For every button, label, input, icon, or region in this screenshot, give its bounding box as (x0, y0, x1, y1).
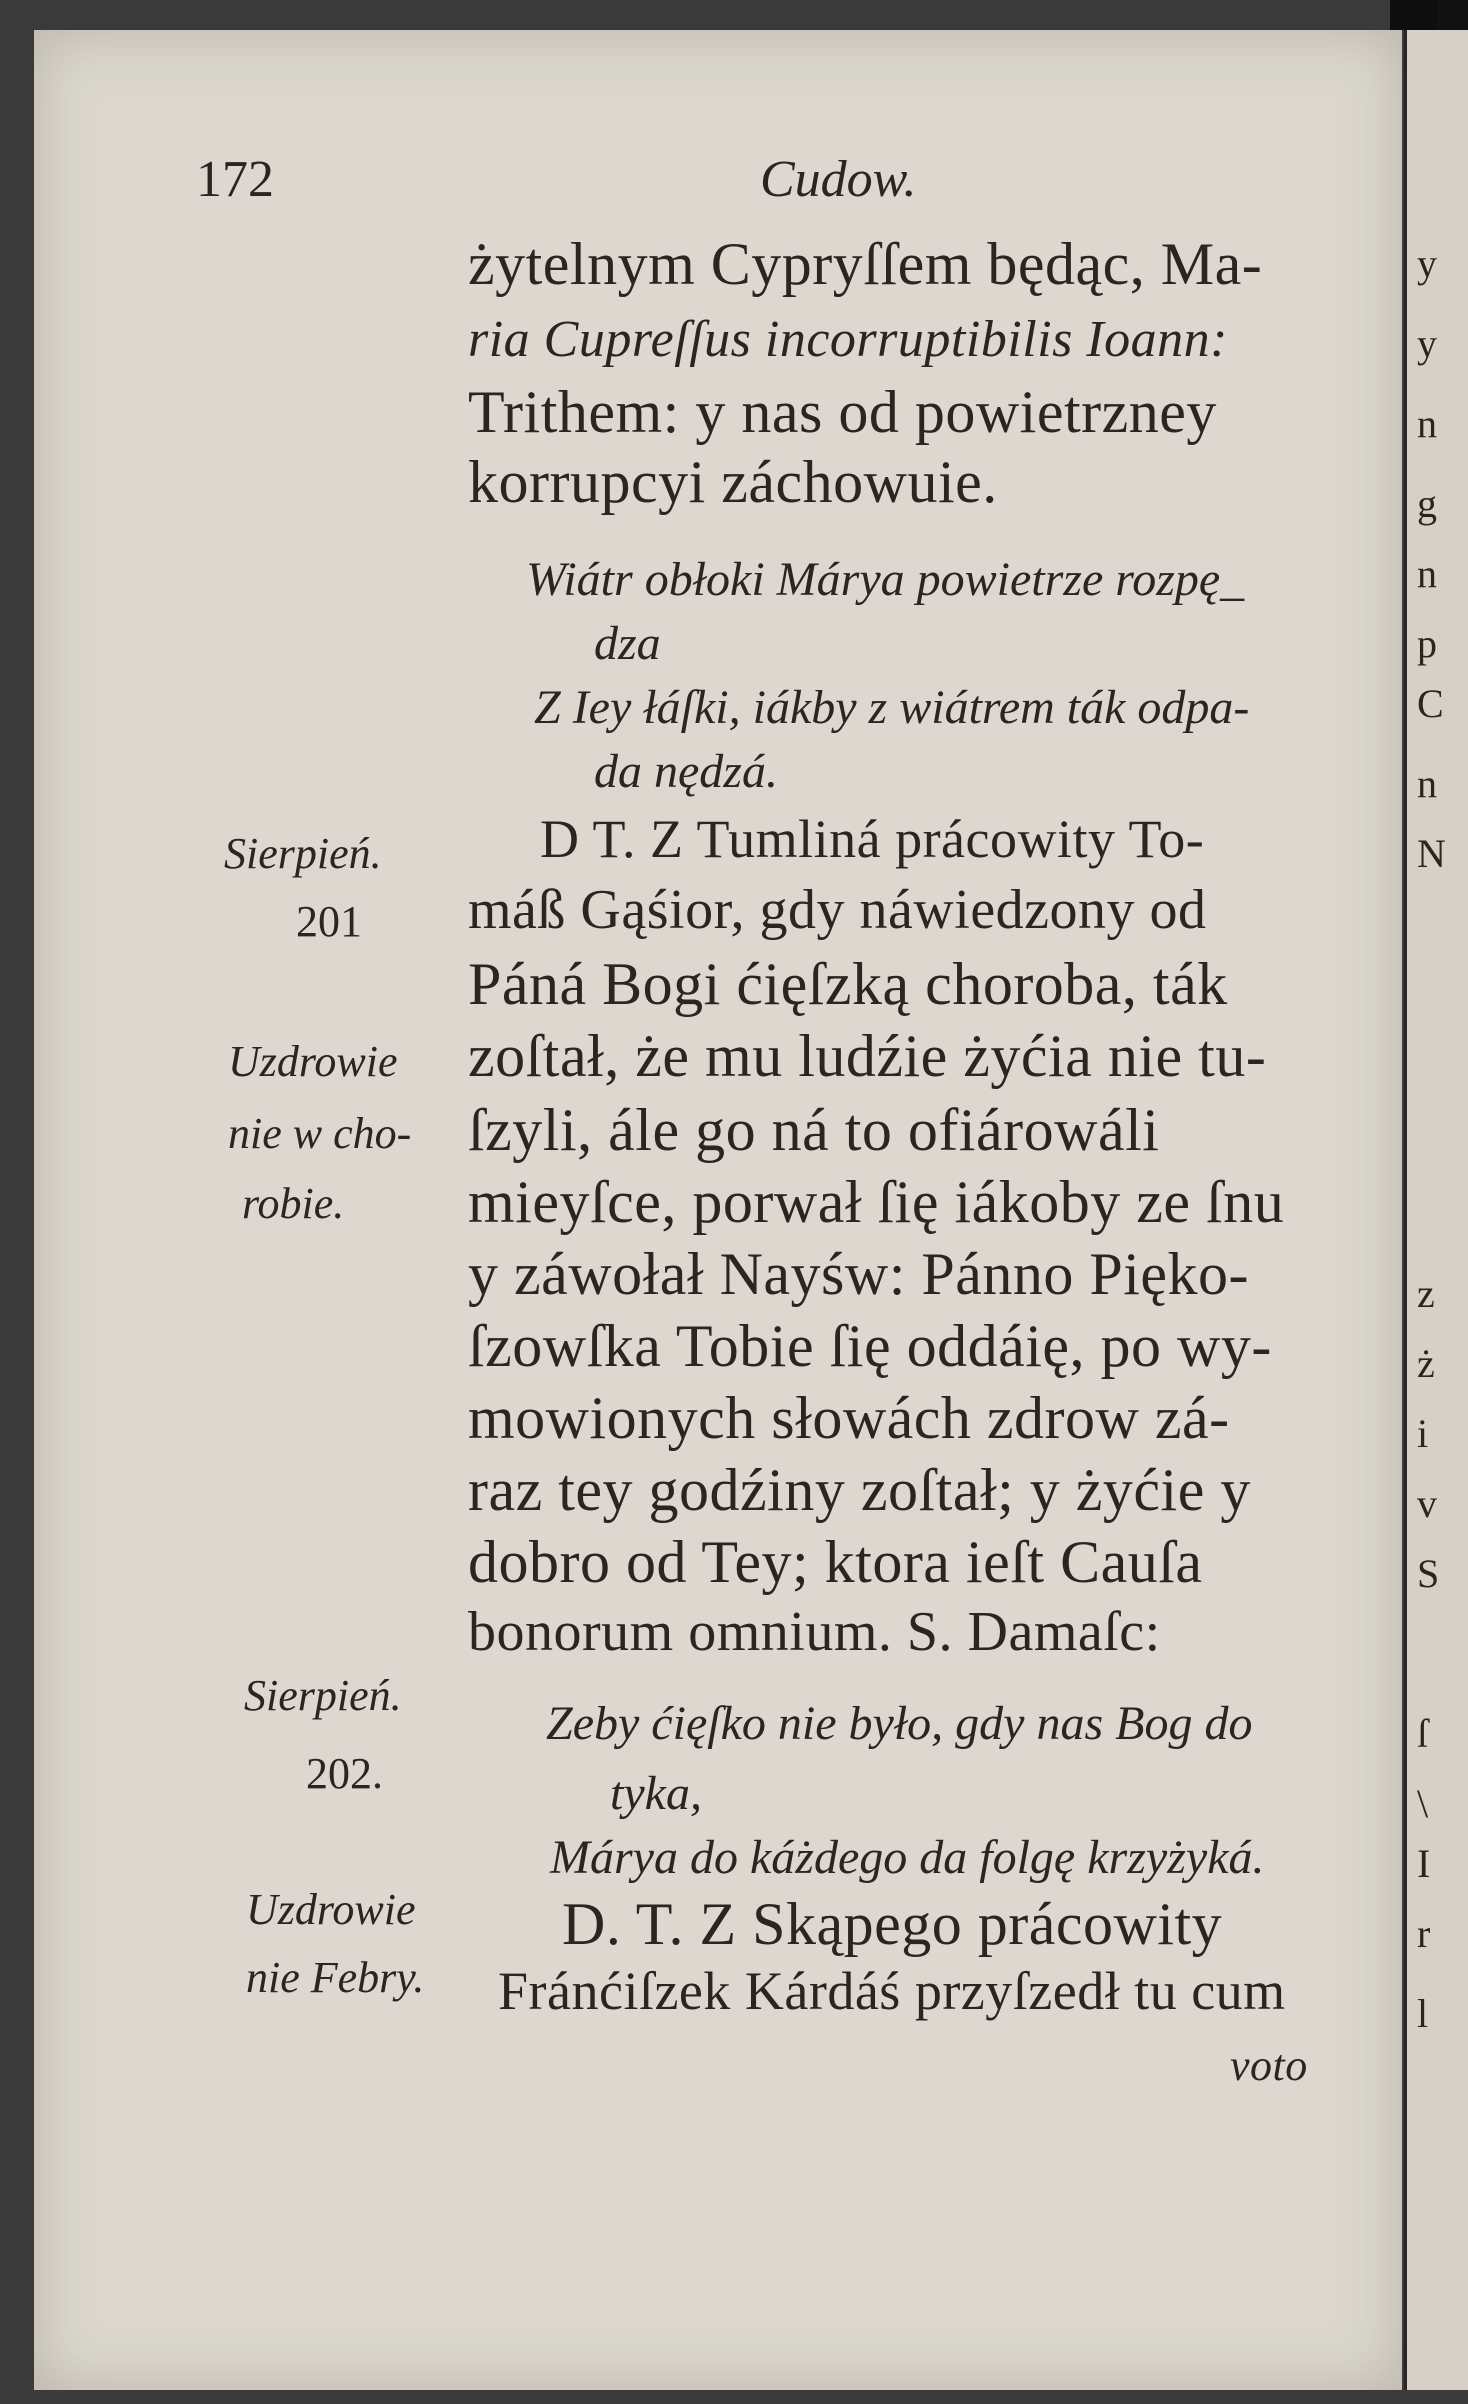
verse-line: Wiátr obłoki Márya powietrze rozpę_ (526, 553, 1245, 606)
facing-fragment: S (1417, 1551, 1440, 1596)
margin-note-number: 202. (306, 1749, 383, 1798)
page-number: 172 (196, 151, 274, 208)
facing-fragment: g (1417, 481, 1437, 526)
facing-fragment: n (1417, 551, 1437, 596)
facing-fragment: ſ (1417, 1711, 1429, 1756)
margin-note-subject: robie. (242, 1179, 345, 1228)
body-line: ſzyli, ále go ná to ofiárowáli (468, 1097, 1160, 1163)
facing-fragment: p (1417, 621, 1437, 666)
body-line: żytelnym Cypryſſem będąc, Ma- (468, 231, 1263, 297)
facing-fragment: I (1417, 1841, 1431, 1886)
facing-fragment: C (1417, 681, 1444, 726)
facing-fragment: n (1417, 401, 1437, 446)
facing-fragment: ż (1417, 1341, 1435, 1386)
body-line: ſzowſka Tobie ſię oddáię, po wy- (468, 1313, 1272, 1379)
verse-line: Zeby ćięſko nie było, gdy nas Bog do (546, 1697, 1253, 1750)
body-line: bonorum omnium. S. Damaſc: (468, 1601, 1161, 1663)
facing-fragment: l (1417, 1991, 1429, 2036)
facing-fragment: y (1417, 241, 1437, 286)
margin-note-month: Sierpień. (224, 829, 382, 878)
body-line: raz tey godźiny zoſtał; y żyćie y (468, 1457, 1251, 1523)
body-line: Fránćiſzek Kárdáś przyſzedł tu cum (498, 1961, 1286, 2021)
facing-fragment: i (1417, 1411, 1429, 1456)
margin-note-subject: Uzdrowie (228, 1037, 398, 1086)
running-head: Cudow. (760, 151, 917, 208)
verse-line: dza (594, 617, 661, 670)
margin-note-number: 201 (296, 897, 362, 946)
facing-fragment: v (1417, 1481, 1437, 1526)
facing-fragment: r (1417, 1911, 1431, 1956)
body-line: dobro od Tey; ktora ieſt Cauſa (468, 1529, 1203, 1595)
verse-line: da nędzá. (594, 745, 778, 798)
facing-fragment: \ (1417, 1781, 1429, 1826)
body-line: D. T. Z Skąpego prácowity (562, 1891, 1223, 1957)
margin-note-subject: nie Febry. (246, 1953, 425, 2002)
facing-fragment: N (1417, 831, 1446, 876)
facing-fragment: n (1417, 761, 1437, 806)
body-line: mieyſce, porwał ſię iákoby ze ſnu (468, 1169, 1285, 1235)
margin-note-subject: nie w cho- (228, 1109, 412, 1158)
body-line: ria Cupreſſus incorruptibilis Ioann: (468, 311, 1228, 368)
facing-fragment: y (1417, 321, 1437, 366)
margin-note-month: Sierpień. (244, 1671, 402, 1720)
body-line: y záwołał Nayśw: Pánno Pięko- (468, 1241, 1250, 1307)
body-line: zoſtał, że mu ludźie żyćia nie tu- (468, 1023, 1267, 1089)
facing-page-edge (1404, 30, 1468, 2390)
body-line: máß Gąśior, gdy náwiedzony od (468, 879, 1207, 941)
verse-line: Márya do káżdego da folgę krzyżyká. (550, 1831, 1265, 1884)
body-line: Trithem: y nas od powietrzney (468, 379, 1217, 445)
body-line: korrupcyi záchowuie. (468, 449, 998, 515)
facing-fragment: z (1417, 1271, 1435, 1316)
body-line: mowionych słowách zdrow zá- (468, 1385, 1230, 1451)
verse-line: tyka, (610, 1767, 702, 1820)
body-line: D T. Z Tumliná prácowity To- (540, 809, 1205, 869)
verse-line: Z Iey łáſki, iákby z wiátrem ták odpa- (534, 681, 1250, 734)
margin-note-subject: Uzdrowie (246, 1885, 416, 1934)
body-line: Páná Bogi ćięſzką choroba, ták (468, 951, 1228, 1017)
catchword: voto (1230, 2041, 1308, 2090)
